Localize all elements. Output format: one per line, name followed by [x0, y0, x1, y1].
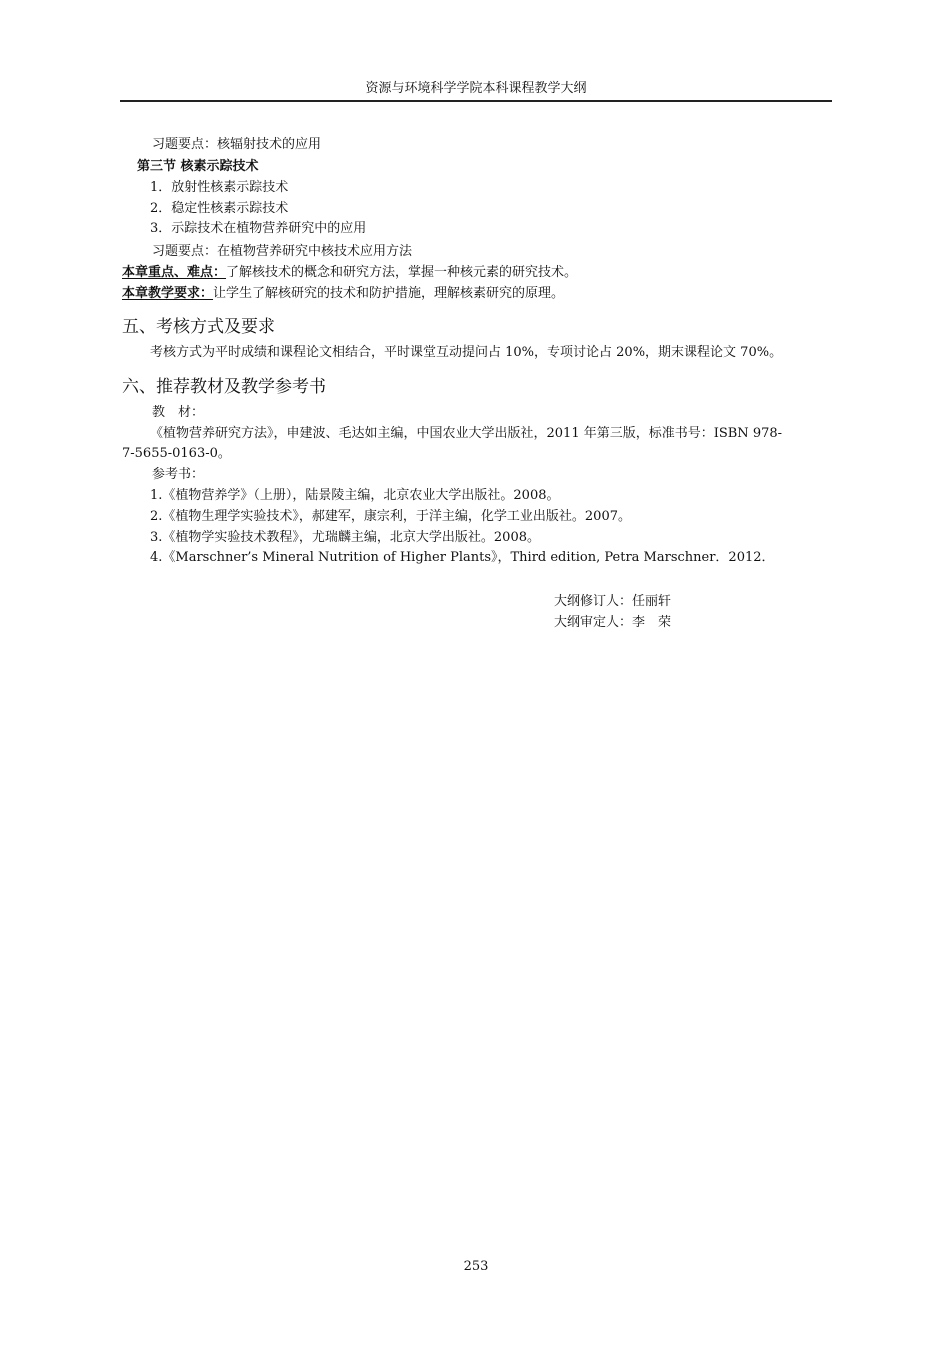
textbook-label: 教 材：: [152, 405, 205, 420]
key-points-text: 了解核技术的概念和研究方法，掌握一种核元素的研究技术。: [226, 265, 578, 280]
exercise-note-prev: 习题要点：核辐射技术的应用: [152, 137, 322, 152]
section-title: 第三节 核素示踪技术: [137, 159, 259, 174]
section-heading: 五、考核方式及要求: [122, 317, 275, 337]
requirements-text: 让学生了解核研究的技术和防护措施，理解核素研究的原理。: [213, 286, 565, 301]
key-points-paragraph: [122, 264, 577, 282]
requirements-paragraph: [122, 285, 564, 303]
header-title: 资源与环境科学学院本科课程教学大纲: [365, 81, 587, 96]
list-item: 3．示踪技术在植物营养研究中的应用: [150, 221, 367, 236]
approver-line: 大纲审定人：李 荣: [554, 615, 672, 630]
section-heading: 六、推荐教材及教学参考书: [122, 377, 326, 397]
reviser-line: 大纲修订人：任丽轩: [554, 594, 672, 609]
textbook-line: 《植物营养研究方法》，申建波、毛达如主编，中国农业大学出版社，2011 年第三版，标准书号：ISBN 978-: [150, 426, 783, 441]
reference-item: 2.《植物生理学实验技术》，郝建军，康宗利，于洋主编，化学工业出版社。2007。: [150, 509, 631, 524]
key-points-label: 本章重点、难点：: [122, 265, 227, 280]
reference-item: 3.《植物学实验技术教程》，尤瑞麟主编，北京大学出版社。2008。: [150, 530, 540, 545]
exercise-note: 习题要点：在植物营养研究中核技术应用方法: [152, 244, 413, 259]
reference-item: 4.《Marschner’s Mineral Nutrition of Higher Plants》，Third edition, Petra Marschner．2012．: [150, 550, 775, 565]
requirements-label: 本章教学要求：: [122, 286, 214, 301]
page-number: 253: [463, 1259, 489, 1274]
textbook-line: 7-5655-0163-0。: [122, 446, 231, 461]
reference-item: 1.《植物营养学》（上册），陆景陵主编，北京农业大学出版社。2008。: [150, 488, 560, 503]
references-label: 参考书：: [152, 467, 205, 482]
list-item: 2．稳定性核素示踪技术: [150, 201, 289, 216]
list-item: 1．放射性核素示踪技术: [150, 180, 289, 195]
header-divider: [120, 100, 832, 102]
assessment-text: 考核方式为平时成绩和课程论文相结合，平时课堂互动提问占 10%，专项讨论占 20%，期末课程论文 70%。: [150, 345, 783, 360]
